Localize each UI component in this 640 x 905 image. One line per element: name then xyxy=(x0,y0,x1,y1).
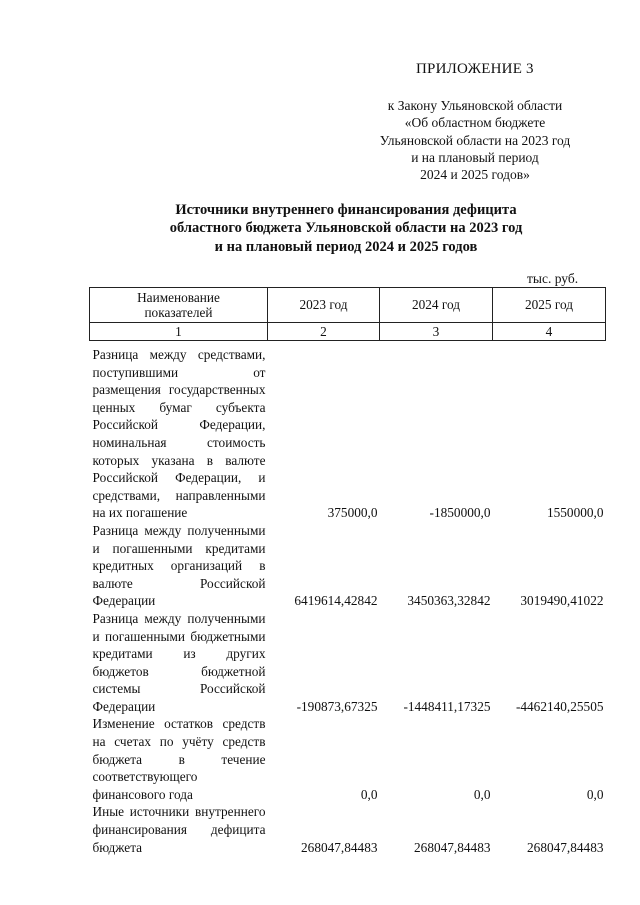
value-2025: 3019490,41022 xyxy=(520,593,604,609)
law-ref-line: «Об областном бюджете xyxy=(404,115,546,131)
column-number-row xyxy=(90,323,606,341)
law-ref-line: к Закону Ульяновской области xyxy=(387,98,563,113)
table-header-row xyxy=(90,288,606,323)
value-2023: 0,0 xyxy=(360,786,378,802)
law-ref-line: Ульяновской области на 2023 год xyxy=(379,132,571,148)
row-name: Разница между полученными и погашенными бюджетными кредитами из других бюджетов бюджетной системы Российской Федерации xyxy=(92,610,266,714)
value-2025: 0,0 xyxy=(586,786,604,802)
row-name: Разница между полученными и погашенными кредитами кредитных организаций в валюте Российской Федерации xyxy=(92,522,266,609)
value-2023: 268047,84483 xyxy=(301,839,378,855)
column-number: 4 xyxy=(493,323,606,341)
value-2023: -190873,67325 xyxy=(296,698,378,714)
value-2025: 1550000,0 xyxy=(546,505,604,521)
title-line: областного бюджета Ульяновской области на 2023 год xyxy=(169,220,523,237)
column-header-2024: 2024 год xyxy=(380,288,493,323)
value-2024: 3450363,32842 xyxy=(407,593,491,609)
table-row xyxy=(90,803,606,856)
column-number: 3 xyxy=(380,323,493,341)
value-2023: 375000,0 xyxy=(327,505,378,521)
row-name: Разница между средствами, поступившими от размещения государственных ценных бумаг субъекта Российской Федерации, номинальная стоимость которых указана в валюте Российской Федерации, и средствами, направленными на их погашение xyxy=(92,347,266,521)
title-line: и на плановый период 2024 и 2025 годов xyxy=(214,238,478,255)
column-number: 2 xyxy=(268,323,380,341)
value-2024: 0,0 xyxy=(473,786,491,802)
value-2023: 6419614,42842 xyxy=(294,593,378,609)
table-row xyxy=(90,715,606,803)
title-line: Источники внутреннего финансирования дефицита xyxy=(175,202,517,218)
column-number: 1 xyxy=(90,323,268,341)
value-2025: 268047,84483 xyxy=(527,839,604,855)
value-2024: 268047,84483 xyxy=(414,839,491,855)
value-2024: -1850000,0 xyxy=(429,505,491,521)
table-row xyxy=(90,341,606,522)
law-reference xyxy=(350,97,600,183)
column-header-2023: 2023 год xyxy=(268,288,380,323)
column-header-name: Наименование показателей xyxy=(90,288,268,323)
value-2024: -1448411,17325 xyxy=(403,698,491,714)
value-2025: -4462140,25505 xyxy=(515,698,604,714)
appendix-label: ПРИЛОЖЕНИЕ 3 xyxy=(416,61,534,77)
table-row xyxy=(90,610,606,716)
row-name: Иные источники внутреннего финансирования дефицита бюджета xyxy=(92,804,266,855)
financing-sources-table xyxy=(89,287,606,856)
document-title xyxy=(90,201,602,256)
units-label: тыс. руб. xyxy=(527,271,579,286)
table-row xyxy=(90,522,606,610)
law-ref-line: 2024 и 2025 годов» xyxy=(420,167,530,183)
column-header-2025: 2025 год xyxy=(493,288,606,323)
law-ref-line: и на плановый период xyxy=(411,149,539,165)
row-name: Изменение остатков средств на счетах по учёту средств бюджета в течение соответствующего финансового года xyxy=(92,716,266,802)
